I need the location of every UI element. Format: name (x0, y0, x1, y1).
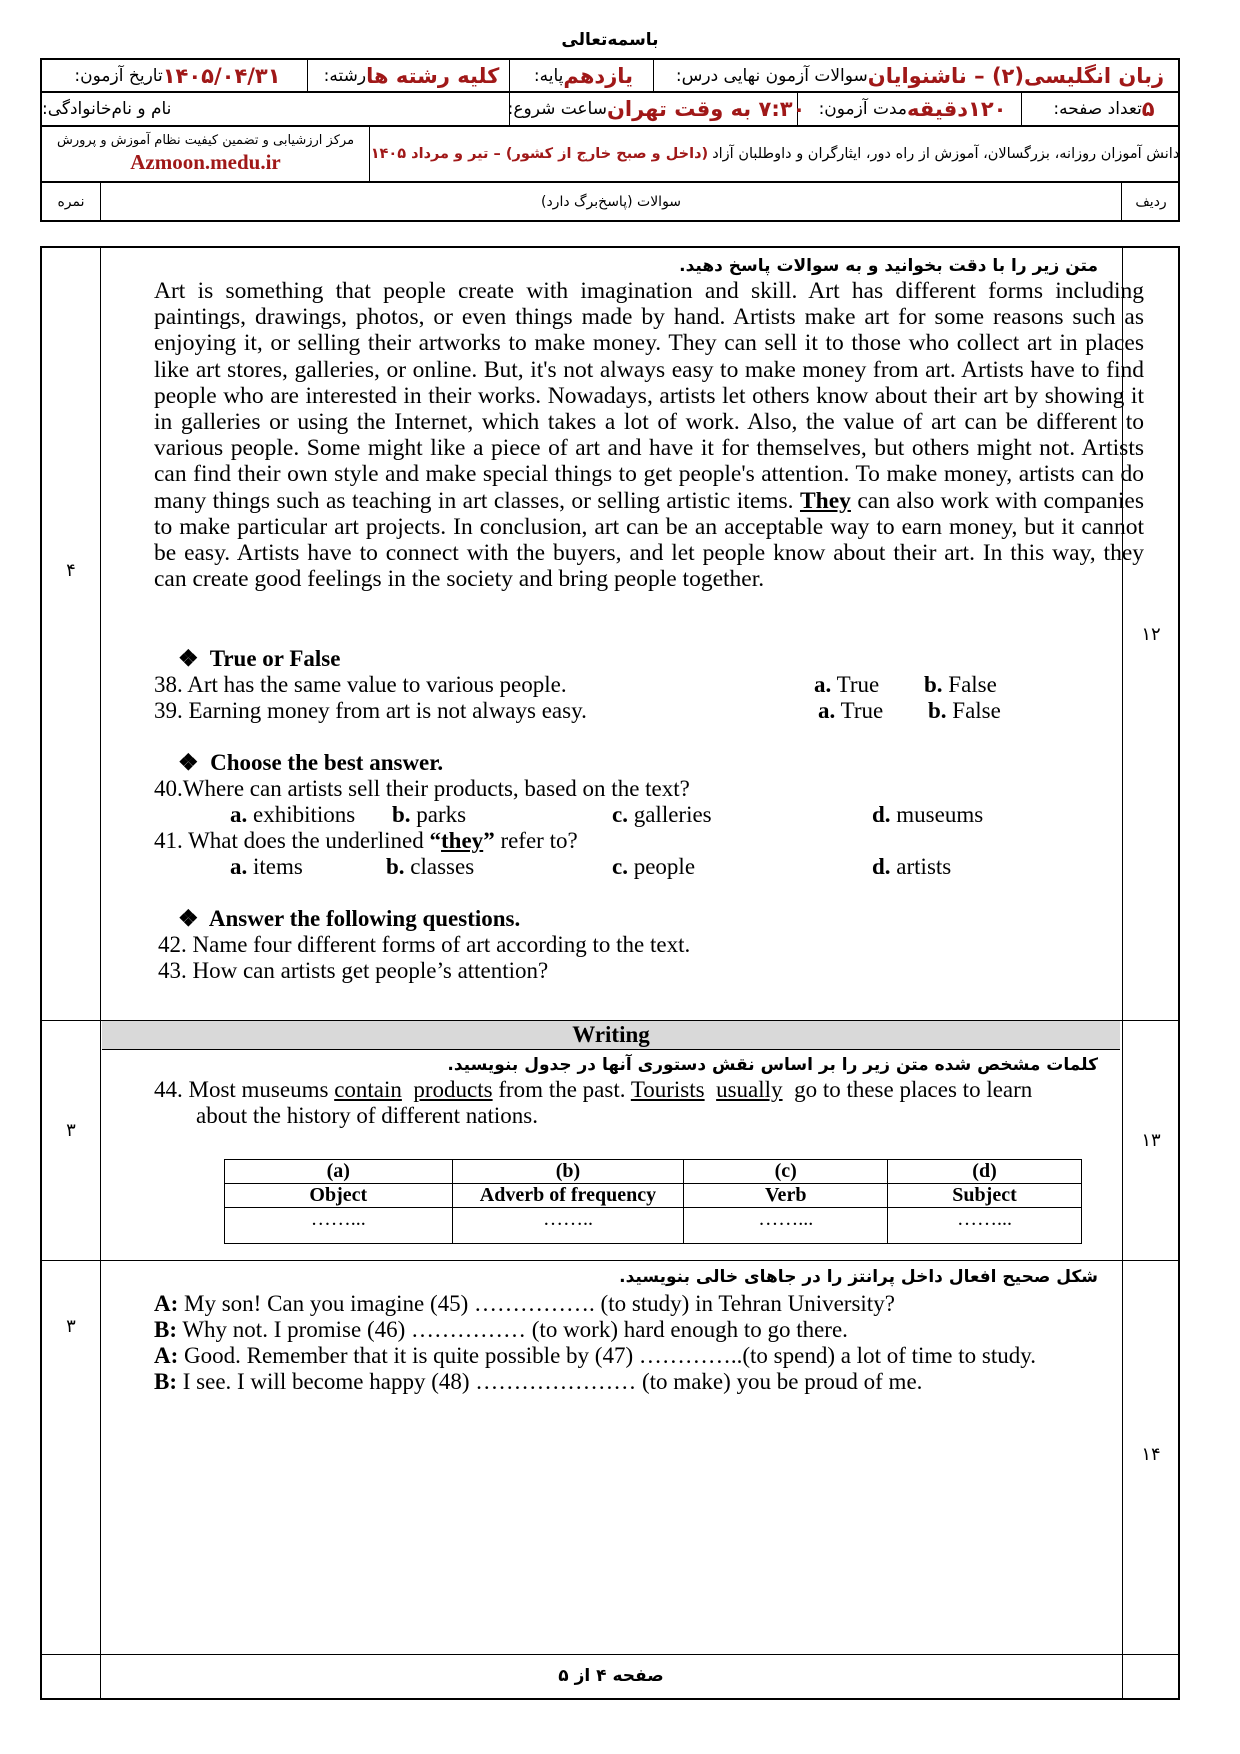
q41-d-letter: d. (872, 854, 891, 879)
q40-a-text: exhibitions (253, 802, 356, 827)
q39-a-letter: a. (818, 698, 836, 723)
dialogue-text-47: Good. Remember that it is quite possible by (47) …………..(to spend) a lot of time to study. (184, 1343, 1036, 1368)
col-a-blank (225, 1208, 453, 1244)
pages-cell (1022, 93, 1180, 125)
field-value: کلیه رشته ها (366, 63, 500, 88)
header-row-3 (42, 126, 1178, 182)
pages-value: ۵ (1141, 97, 1155, 121)
questions-table (40, 246, 1180, 1700)
diamond-bullet-icon: ❖ (178, 646, 199, 671)
q41-quote-close: ” (483, 828, 495, 853)
course-title-cell (654, 60, 1180, 91)
question-40: 40.Where can artists sell their products, based on the text? (154, 776, 690, 801)
top-line: باسمه‌تعالی (561, 30, 659, 50)
qa-heading-text: Answer the following questions. (208, 906, 521, 931)
q44-text-2: from the past. (498, 1077, 626, 1102)
course-title-label: سوالات آزمون نهایی درس: (675, 65, 868, 86)
q44-text-3: go to these places to learn (794, 1077, 1033, 1102)
question-39: 39. Earning money from art is not always easy. (154, 698, 587, 723)
section3-row-number: ۱۴ (1141, 1444, 1161, 1465)
row-col-label: ردیف (1135, 193, 1167, 210)
speaker-a-2: A: (154, 1343, 179, 1368)
diamond-bullet-icon: ❖ (178, 906, 199, 931)
dialogue-text-48: I see. I will become happy (48) ………………… (to make) you be proud of me. (182, 1369, 923, 1394)
col-c-header: Verb (684, 1184, 888, 1208)
writing-title: Writing (102, 1021, 1120, 1050)
col-b-blank (452, 1208, 684, 1244)
question-38: 38. Art has the same value to various people. (154, 672, 567, 697)
student-name-cell (42, 93, 510, 125)
q44-word-contain: contain (334, 1077, 402, 1102)
q38-b-text: False (948, 672, 997, 697)
q39-a-text: True (840, 698, 884, 723)
q44-line-2: about the history of different nations. (196, 1103, 538, 1128)
q41-c-text: people (633, 854, 696, 879)
reading-instruction: متن زیر را با دقت بخوانید و به سوالات پاسخ دهید. (679, 256, 1098, 276)
col-d-blank (888, 1208, 1082, 1244)
header-row-1 (42, 60, 1178, 92)
duration-label: مدت آزمون: (818, 99, 908, 119)
section2-score: ۳ (66, 1120, 76, 1141)
grammar-table-answer-row (225, 1208, 1082, 1244)
grammar-table-header-row (225, 1184, 1082, 1208)
start-time-value: ۷:۳۰ به وقت تهران (606, 97, 806, 121)
col-a-blank-end: . (360, 1208, 366, 1230)
dialogue-line-45 (154, 1291, 895, 1317)
q39-b-text: False (952, 698, 1001, 723)
q44-word-products: products (413, 1077, 493, 1102)
col-a-blank-dots: …….. (310, 1208, 361, 1230)
col-b-letter: (b) (452, 1160, 684, 1184)
exam-header (40, 58, 1180, 222)
center-name: مرکز ارزشیابی و تضمین کیفیت نظام آموزش و پرورش (56, 133, 355, 148)
verbs-instruction: شکل صحیح افعال داخل پرانتز را در جاهای خالی بنویسید. (619, 1267, 1098, 1287)
audience-text: دانش آموزان روزانه، بزرگسالان، آموزش از راه دور، ایثارگران و داوطلبان آزاد (712, 146, 1180, 162)
student-name-label: نام و نام‌خانوادگی: (42, 99, 172, 119)
dialogue-line-46 (154, 1317, 848, 1343)
page-footer: صفحه ۴ از ۵ (558, 1666, 664, 1686)
q39-option-b (928, 698, 1001, 724)
pages-label: تعداد صفحه: (1053, 99, 1142, 119)
col-c-blank-end: . (808, 1208, 814, 1230)
q38-option-b (924, 672, 997, 698)
q41-option-b (386, 854, 474, 880)
center-cell (42, 127, 370, 181)
tf-heading (178, 646, 340, 672)
verbs-section (102, 1261, 1120, 1654)
date-value: ۱۴۰۵/۰۴/۳۱ (162, 63, 281, 88)
dialogue-line-48 (154, 1369, 922, 1395)
q38-a-letter: a. (814, 672, 832, 697)
grade-value: یازدهم (563, 63, 634, 88)
mc-heading-text: Choose the best answer. (210, 750, 444, 775)
dialogue-text-45: My son! Can you imagine (45) ……………. (to study) in Tehran University? (184, 1291, 895, 1316)
diamond-bullet-icon: ❖ (178, 750, 199, 775)
speaker-a-1: A: (154, 1291, 179, 1316)
audience-cell (370, 127, 1180, 181)
start-time-label: ساعت شروع: (507, 99, 607, 119)
q44-text-1: Most museums (188, 1077, 329, 1102)
col-a-letter: (a) (225, 1160, 453, 1184)
dialogue-line-47 (154, 1343, 1036, 1369)
section1-row-number: ۱۲ (1141, 624, 1161, 645)
grade-label: پایه: (533, 65, 564, 86)
col-c-letter: (c) (684, 1160, 888, 1184)
passage-part-2: can also work with companies to make particular art projects. In conclusion, art can be an acceptable way to earn money, but it cannot be easy. Artists have to connect with the buyers, and let people know about their art. In this way, they can create good feelings in the society and bring people together. (154, 487, 1145, 593)
question-43: 43. How can artists get people’s attention? (158, 958, 549, 983)
col-c-blank-dots: …….. (758, 1208, 809, 1230)
q40-d-letter: d. (872, 802, 891, 827)
q41-c-letter: c. (612, 854, 628, 879)
speaker-b-2: B: (154, 1369, 177, 1394)
q41-quote-open: “ (429, 828, 442, 853)
q41-a-letter: a. (230, 854, 248, 879)
duration-cell (798, 93, 1022, 125)
field-cell (308, 60, 510, 91)
q44-number: 44. (154, 1077, 183, 1102)
grade-cell (510, 60, 654, 91)
duration-value: ۱۲۰دقیقه (907, 97, 1007, 121)
mc-heading (178, 750, 443, 776)
col-d-header: Subject (888, 1184, 1082, 1208)
dialogue-text-46: Why not. I promise (46) …………… (to work) hard enough to go there. (182, 1317, 848, 1342)
questions-col-label: سوالات (پاسخ‌برگ دارد) (100, 183, 1122, 220)
q41-quoted-word (430, 828, 495, 853)
q41-option-c (612, 854, 695, 880)
col-d-letter: (d) (888, 1160, 1082, 1184)
q41-d-text: artists (896, 854, 952, 879)
q41-option-d (872, 854, 951, 880)
q40-b-letter: b. (392, 802, 411, 827)
section-divider-3 (42, 1654, 1178, 1655)
passage-part-1: Art is something that people create with imagination and skill. Art has different forms including paintings, drawings, photos, or even things made by hand. Artists make art for some reasons such as enjoying it, or selling their artworks to make money. They can sell it to those who collect art in places like art stores, galleries, or online. But, it's not always easy to make money from art. Artists have to find people who are interested in their works. Nowadays, artists let others know about their art by showing it in galleries or using the Internet, which takes a lot of work. Also, the value of art can be different to various people. Some might like a piece of art and have it for themselves, but others might not. Artists can find their own style and make special things to get people's attention. To make money, artists can do many things such as teaching in art classes, or selling artistic items. (154, 278, 1144, 514)
question-42: 42. Name four different forms of art according to the text. (158, 932, 691, 957)
q40-c-text: galleries (633, 802, 712, 827)
date-cell (42, 60, 308, 91)
tf-heading-text: True or False (209, 646, 341, 671)
q44-word-tourists: Tourists (630, 1077, 705, 1102)
audience-highlight: (داخل و صبح خارج از کشور) – تیر و مرداد ۱۴۰۵ (370, 146, 709, 162)
q38-option-a (814, 672, 879, 698)
course-title-value: زبان انگلیسی(۲) – ناشنوایان (867, 63, 1165, 88)
q40-option-c (612, 802, 712, 828)
col-c-blank (684, 1208, 888, 1244)
grammar-table (224, 1159, 1082, 1244)
date-label: تاریخ آزمون: (74, 65, 163, 86)
section3-score: ۳ (66, 1316, 76, 1337)
question-44 (154, 1077, 1032, 1103)
q41-suffix: refer to? (500, 828, 578, 853)
q40-option-b (392, 802, 466, 828)
q41-b-letter: b. (386, 854, 405, 879)
q40-d-text: museums (896, 802, 984, 827)
col-d-blank-dots: …….. (957, 1208, 1008, 1230)
q41-prefix: 41. What does the underlined (154, 828, 424, 853)
q44-word-usually: usually (716, 1077, 783, 1102)
col-b-header: Adverb of frequency (452, 1184, 684, 1208)
q41-b-text: classes (410, 854, 475, 879)
q41-option-a (230, 854, 303, 880)
speaker-b-1: B: (154, 1317, 177, 1342)
q38-a-text: True (836, 672, 880, 697)
section1-score: ۴ (66, 560, 76, 581)
q40-option-d (872, 802, 983, 828)
grammar-table-letters-row (225, 1160, 1082, 1184)
score-col-label: نمره (57, 193, 85, 210)
reading-section (102, 248, 1145, 1020)
q38-b-letter: b. (924, 672, 943, 697)
score-column-divider (100, 248, 101, 1698)
writing-instruction: کلمات مشخص شده متن زیر را بر اساس نقش دستوری آنها در جدول بنویسید. (447, 1055, 1098, 1075)
qa-heading (178, 906, 520, 932)
q40-c-letter: c. (612, 802, 628, 827)
passage-underlined-word: They (799, 487, 851, 514)
header-row-2 (42, 92, 1178, 126)
q39-option-a (818, 698, 883, 724)
section2-row-number: ۱۳ (1141, 1130, 1161, 1151)
q40-b-text: parks (416, 802, 467, 827)
col-d-blank-end: . (1007, 1208, 1013, 1230)
col-a-header: Object (225, 1184, 453, 1208)
header-row-4 (42, 182, 1178, 220)
website: Azmoon.medu.ir (130, 150, 281, 174)
question-41 (154, 828, 578, 854)
reading-passage (154, 278, 1144, 592)
col-b-blank-dots: …….. (542, 1208, 593, 1230)
field-label: رشته: (323, 65, 367, 86)
q40-option-a (230, 802, 355, 828)
start-time-cell (507, 93, 806, 125)
q41-underlined-word: they (441, 828, 484, 853)
q41-a-text: items (253, 854, 303, 879)
q39-b-letter: b. (928, 698, 947, 723)
q40-a-letter: a. (230, 802, 248, 827)
writing-section (102, 1021, 1120, 1260)
